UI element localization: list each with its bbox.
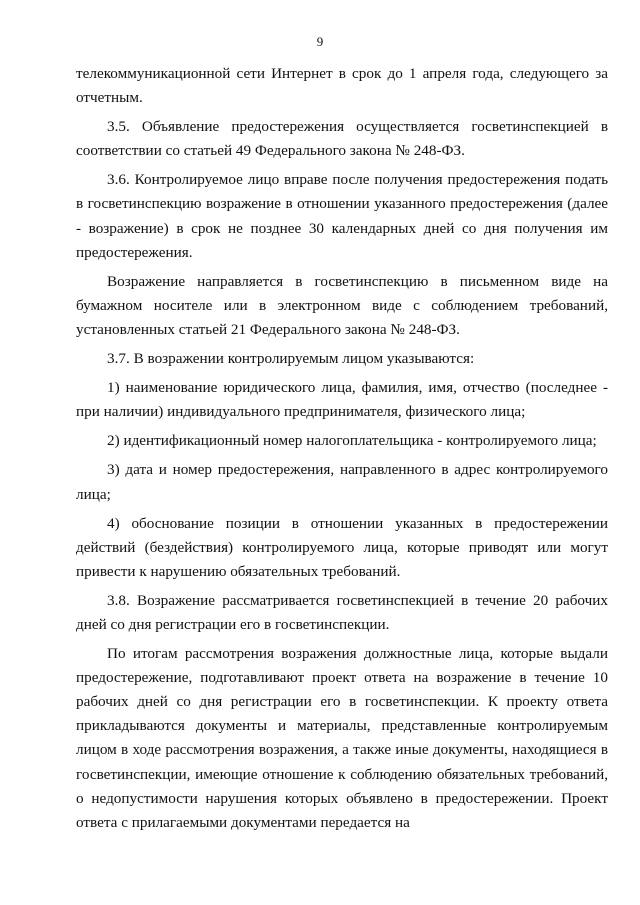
list-item-2: 2) идентификационный номер налогоплательщика - контролируемого лица; [107, 432, 597, 450]
paragraph-3-5: 3.5. Объявление предостережения осуществляется госветинспекцией в соответствии со статьей 49 Федерального закона № 248-ФЗ. [76, 118, 608, 160]
paragraph-3-7: 3.7. В возражении контролируемым лицом указываются: [107, 350, 475, 368]
list-item-4: 4) обоснование позиции в отношении указанных в предостережении действий (бездействия) контролируемого лица, которые приводят или могут привести к нарушению обязательных требований. [76, 514, 608, 580]
paragraph-1: телекоммуникационной сети Интернет в срок до 1 апреля года, следующего за отчетным. [76, 65, 608, 107]
paragraph-objection-submission: Возражение направляется в госветинспекцию в письменном виде на бумажном носителе или в электронном виде с соблюдением требований, установленных статьей 21 Федерального закона № 248-ФЗ. [76, 272, 608, 338]
list-item-1: 1) наименование юридического лица, фамилия, имя, отчество (последнее - при наличии) индивидуального предпринимателя, физического лица; [76, 379, 608, 421]
document-body [76, 62, 608, 840]
page-number: 9 [316, 34, 324, 49]
paragraph-3-6: 3.6. Контролируемое лицо вправе после получения предостережения подать в госветинспекцию возражение в отношении указанного предостережения (далее - возражение) в срок не позднее 30 календарных дней со дня получения им предостережения. [76, 171, 608, 261]
list-item-3: 3) дата и номер предостережения, направленного в адрес контролируемого лица; [76, 461, 608, 503]
paragraph-review-results: По итогам рассмотрения возражения должностные лица, которые выдали предостережение, подготавливают проект ответа на возражение в течение 10 рабочих дней со дня регистрации его в госветинспекции. К проекту ответа прикладываются документы и материалы, представленные контролируемым лицом в ходе рассмотрения возражения, а также иные документы, находящиеся в госветинспекции, имеющие отношение к соблюдению обязательных требований, о недопустимости нарушения которых объявлено в предостережении. Проект ответа с прилагаемыми документами передается на [76, 645, 608, 831]
paragraph-3-8: 3.8. Возражение рассматривается госветинспекцией в течение 20 рабочих дней со дня регистрации его в госветинспекции. [76, 591, 608, 633]
